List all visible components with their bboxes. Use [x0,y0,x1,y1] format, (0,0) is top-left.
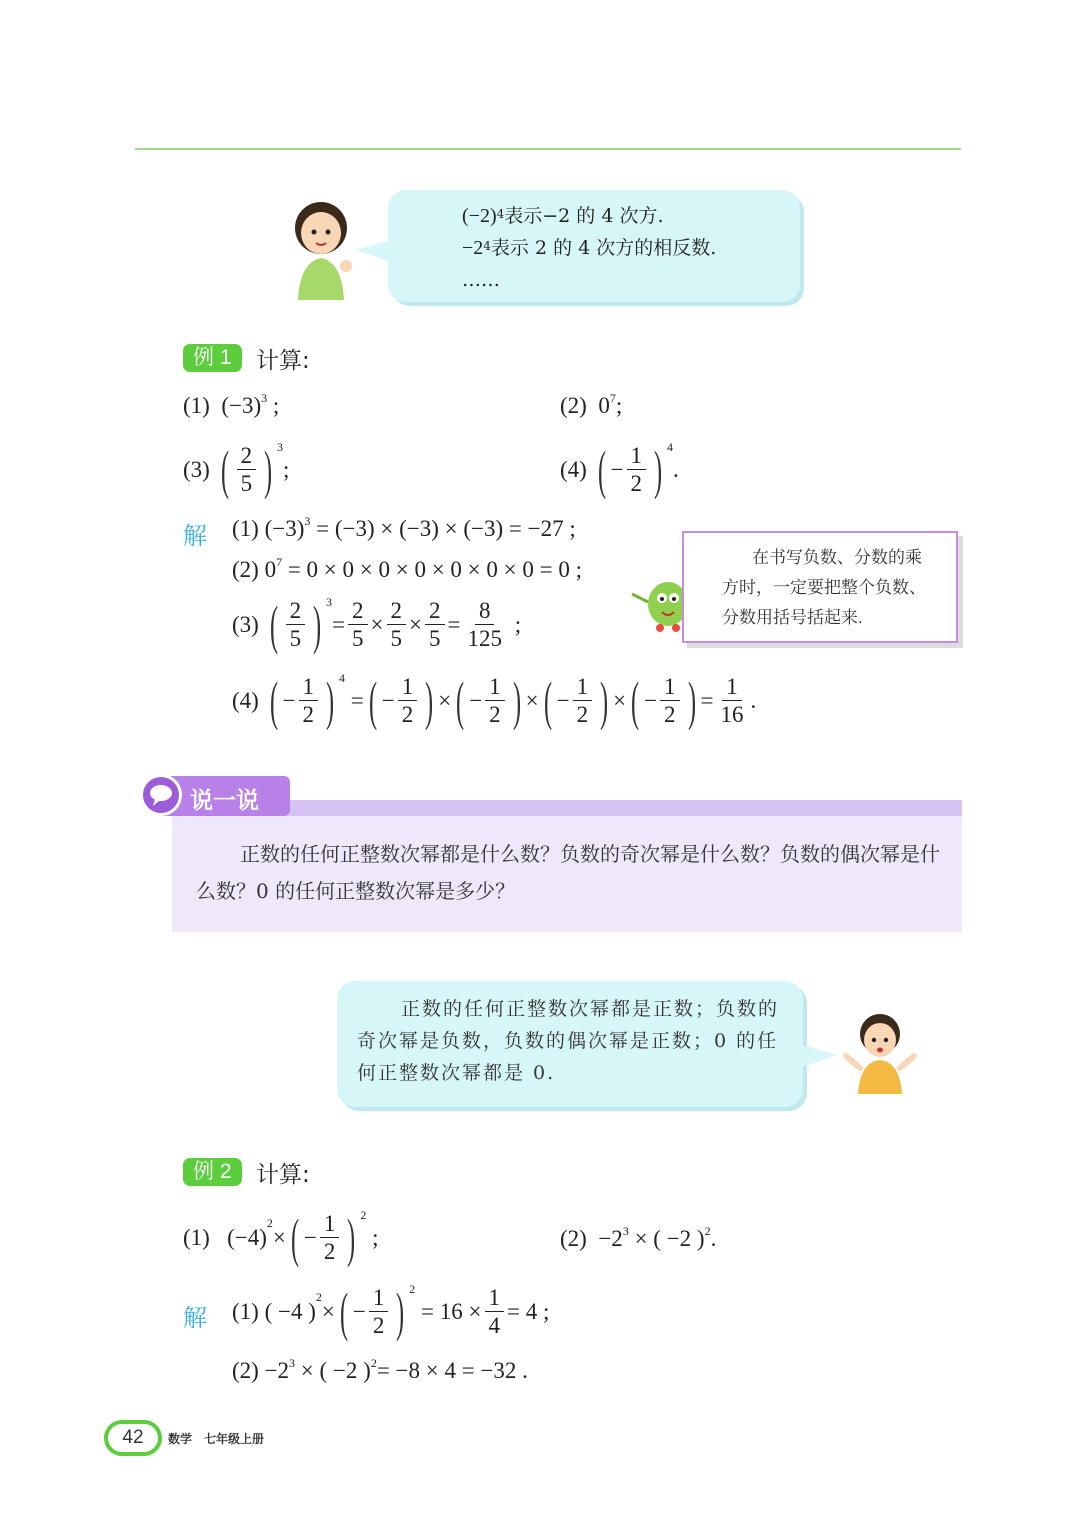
solution-1-step-2: (2) $0^7 = 0 \times 0 \times 0 \times 0 \times 0 \times 0 \times 0 = 0$ ; [232,555,582,582]
example-1-problem-1: (1) $(-3)^3$ ; [183,391,280,418]
top-divider-line [135,148,961,150]
solution-2-step-2: $(2) -2^3$ × ( −2 )$^2$= −8 × 4 = −32 . [232,1356,528,1383]
side-note-text: 在书写负数、分数的乘方时，一定要把整个负数、分数用括号括起来. [722,548,926,627]
example-2-title: 计算: [256,1162,310,1188]
boy-character-illustration [840,1010,920,1094]
discuss-label: 说一说 [190,787,259,813]
bubble-line-3: …… [462,269,500,291]
example-1-problem-3: (3) ( $\frac{2}{5}$ ) $^3$ ; [183,439,290,500]
side-note-box [682,531,958,643]
solution-2-step-1: (1) ( −4 ) $^2$ × ( − $\frac{1}{2}$ ) $^2$ = 16 × $\frac{1}{4}$ = 4 ; [232,1281,550,1342]
solution-1-step-3: (3) ( $\frac{2}{5}$ ) $^3$ = $\frac{2}{5}$ × $\frac{2}{5}$ × $\frac{2}{5}$ = $\frac{8}{125}$ ; [232,594,522,655]
solution-1-step-1: (1) $(-3)^3 = (-3) \times (-3) \times (-3) = -27$ ; [232,514,576,541]
example-1-problem-4: (4) ( − $\frac{1}{2}$ ) $^4$ . [560,439,679,500]
speech-bubble-icon [140,774,182,816]
page-number: 42 [122,1427,144,1448]
bubble-line-1: $(-2)^4$表示−2 的 4 次方. [462,205,664,227]
book-title: 数学 七年级上册 [168,1432,265,1446]
example-2-tag: 例 2 [183,1158,242,1186]
bubble-2-text: 正数的任何正整数次幂都是正数；负数的奇次幂是负数，负数的偶次幂是正数；0 的任何正整数次幂都是 0. [357,998,780,1084]
solution-1-step-4: (4) ( − $\frac{1}{2}$ ) $^4$ = ( − $\frac{1}{2}$ ) × ( − $\frac{1}{2}$ ) × ( − $\frac{1}{2}$ ) × ( − $\frac{1}{2}$ ) = $\frac{1}{16}$ . [232,670,757,731]
example-2-problem-1: (1) (−4) $^2$ × ( − $\frac{1}{2}$ ) $^2$ ; [183,1207,379,1268]
example-2-problem-2: $(2) -2^3$ × ( −2 )$^2$. [560,1224,717,1251]
discuss-section-header-strip [172,800,962,816]
bubble-tail-left [356,240,390,262]
discuss-tag [142,776,290,816]
example-1-tag: 例 1 [183,344,242,372]
girl-character-illustration [288,200,358,300]
example-1-problem-2: (2) $0^7$; [560,391,623,418]
page-number-badge [104,1420,162,1456]
speech-bubble-girl [388,190,800,302]
example-1-title: 计算: [256,348,310,374]
bubble-line-2: $-2^4$表示 2 的 4 次方的相反数. [462,237,717,259]
speech-bubble-boy [337,981,803,1107]
solution-1-label: 解 [183,523,207,550]
solution-2-label: 解 [183,1305,207,1332]
bubble-tail-right [803,1045,837,1067]
discuss-question-text: 正数的任何正整数次幂都是什么数？负数的奇次幂是什么数？负数的偶次幂是什么数？0 的任何正整数次幂是多少？ [196,842,940,903]
